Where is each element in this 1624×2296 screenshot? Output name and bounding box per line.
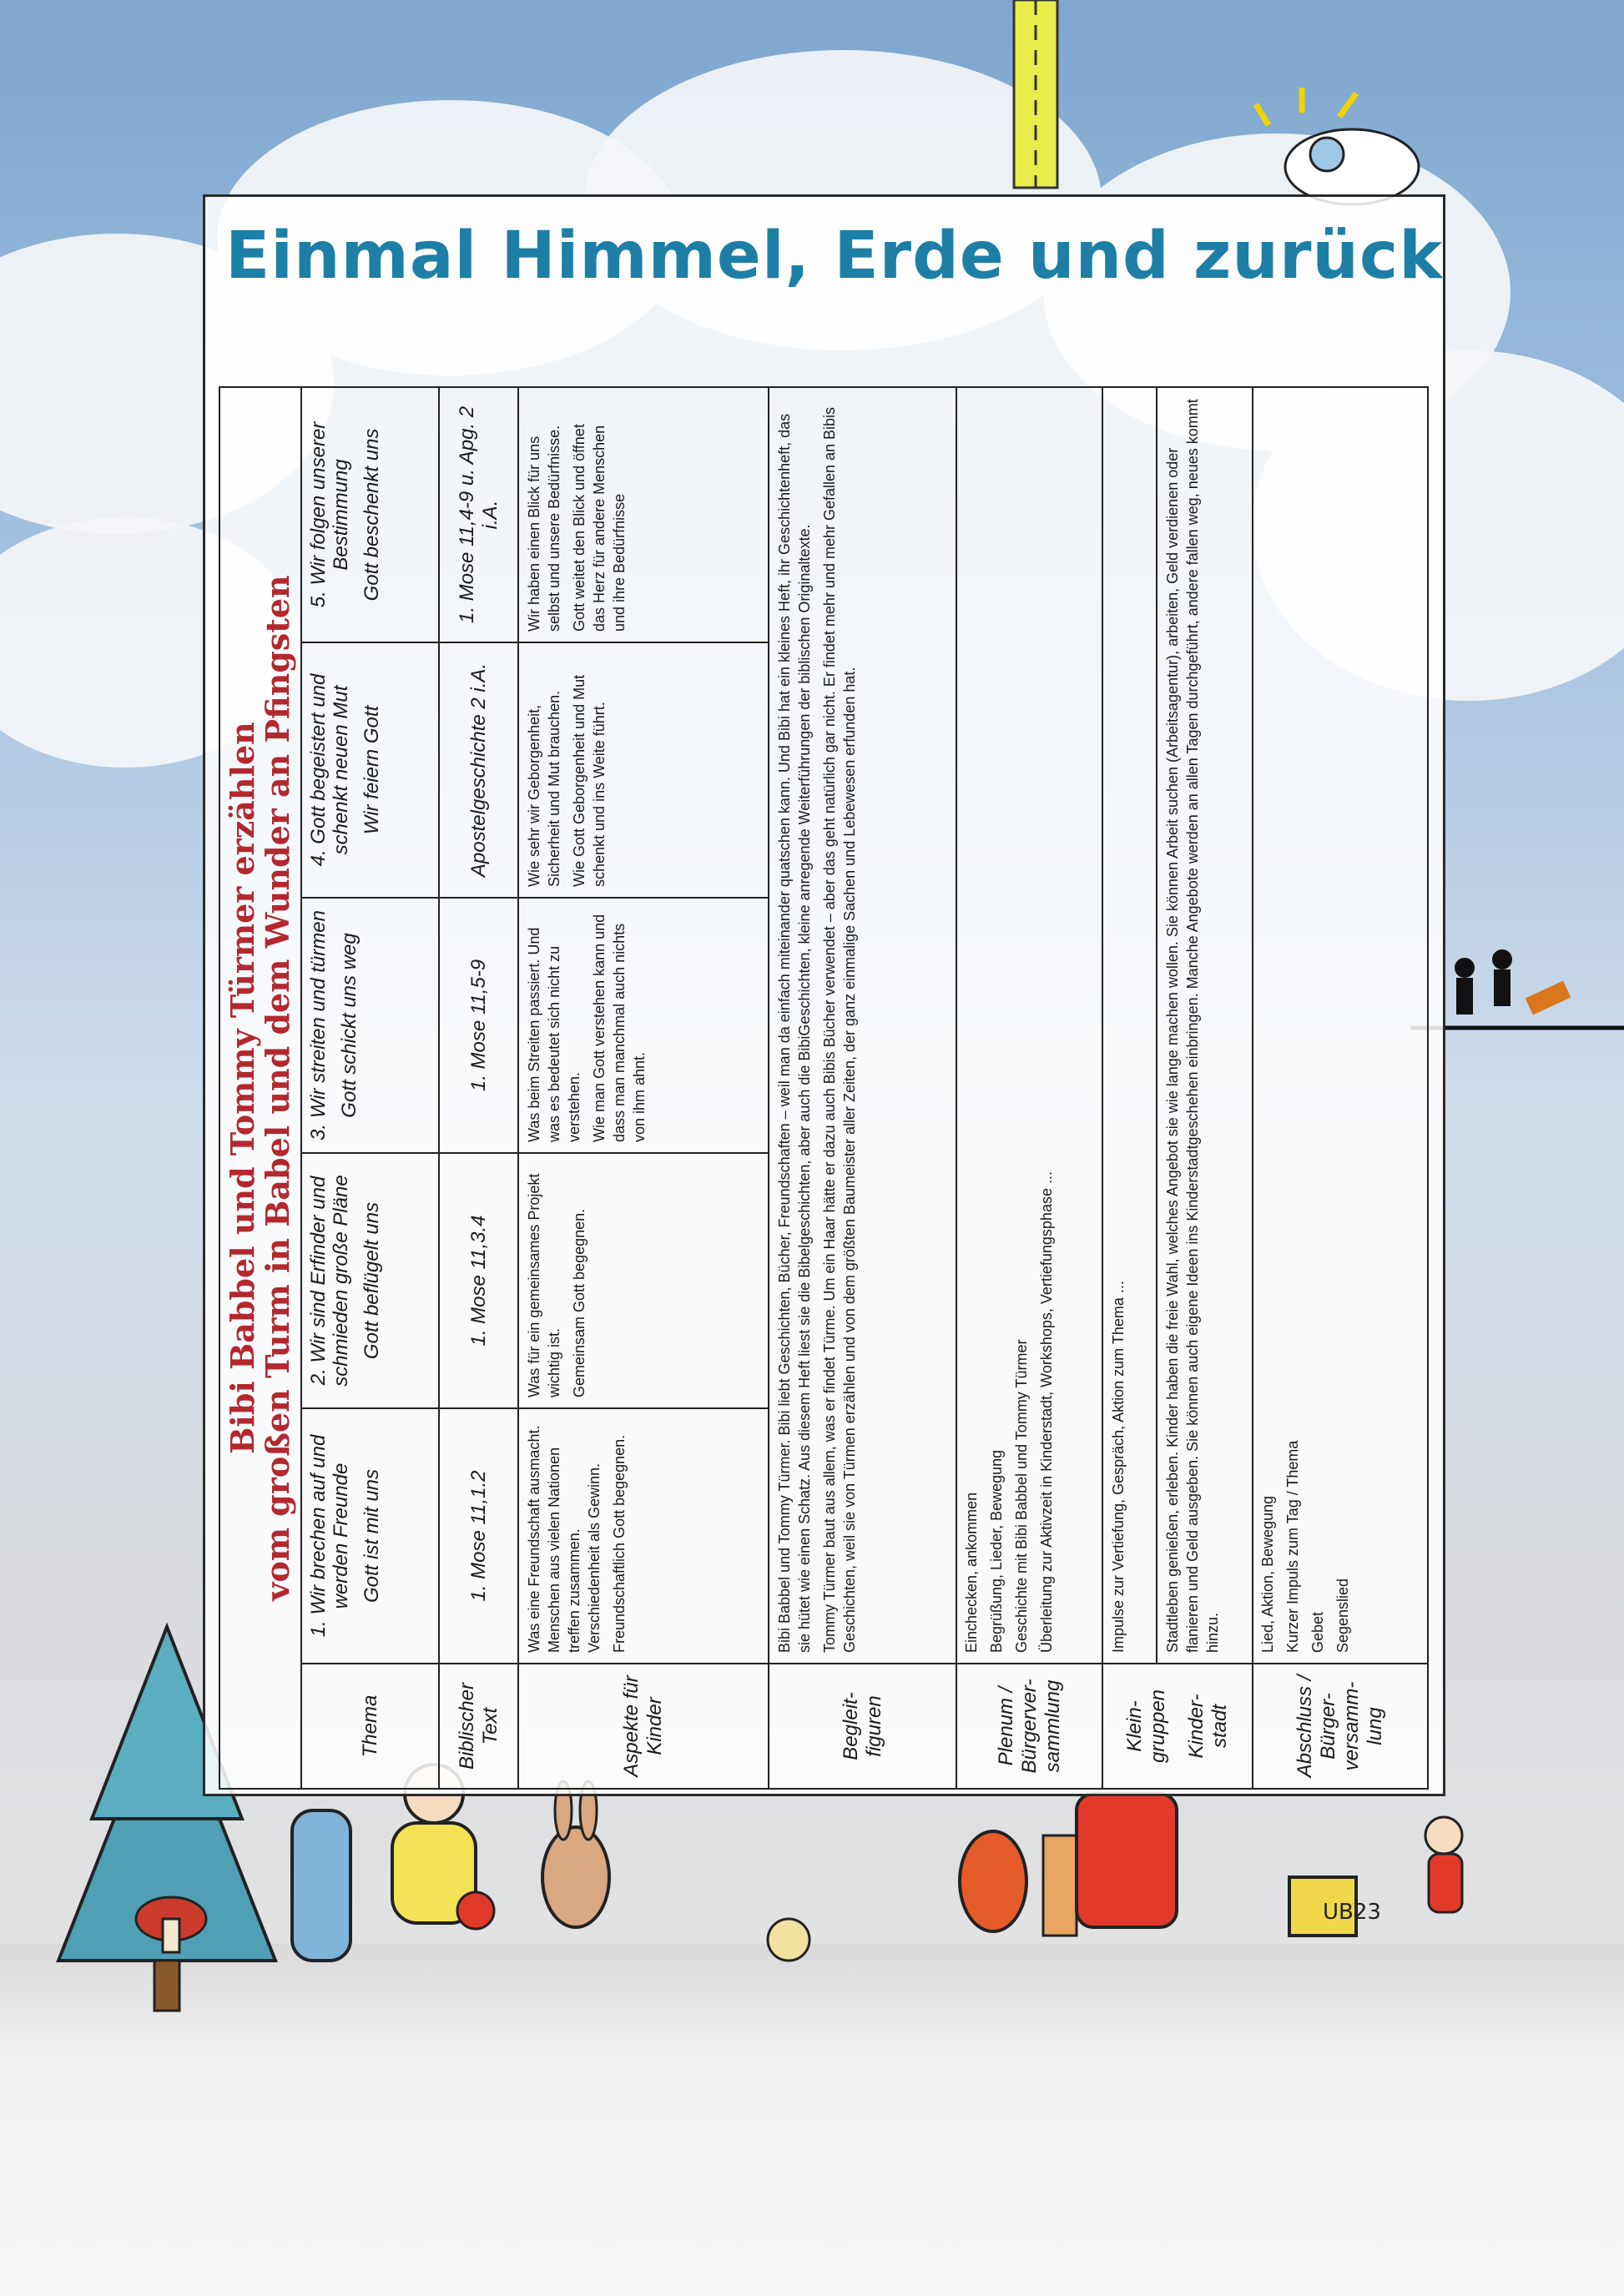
companion-text: Tommy Türmer baut aus allem, was er findet Türme. Um ein Haar hätte er dazu auch Bibis Bücher verwendet – aber das geht natürlich gar nicht. Er findet mehr und mehr Gefallen an Bibis Geschichten, weil sie von Türmen erzählen und von dem größten Baumeister aller Zeiten, der ganz einmalige Sachen und Lebewesen erfunden hat. <box>821 406 858 1653</box>
aspect-text: Wie sehr wir Geborgenheit, Sicherheit und Mut brauchen. <box>526 690 562 887</box>
theme-day-3 <box>301 898 439 1153</box>
aspect-text: Wie Gott Geborgenheit und Mut schenkt und ins Weite führt. <box>571 674 608 887</box>
snail <box>768 1919 809 1961</box>
row-label-plenum: Plenum / Bürgerver-sammlung <box>956 1664 1102 1789</box>
row-label-begleit: Begleit-figuren <box>769 1664 956 1789</box>
theme-subtitle: Gott beflügelt uns <box>361 1201 383 1360</box>
flower <box>457 1892 494 1929</box>
aspect-text: Was eine Freundschaft ausmacht. Menschen aus vielen Nationen treffen zusammen. Verschiedenheit als Gewinn. <box>526 1425 603 1653</box>
theme-title: 5. Wir folgen unserer Bestimmung <box>307 421 352 608</box>
program-table <box>219 386 1429 1790</box>
program-table-rotated <box>219 388 1429 1790</box>
row-label-bibel: Biblischer Text <box>439 1664 518 1789</box>
list-item: Segenslied <box>1334 1578 1351 1653</box>
kleingruppen-text: Impulse zur Vertiefung, Gespräch, Aktion zum Thema ... <box>1102 387 1157 1664</box>
theme-title: 1. Wir brechen auf und werden Freunde <box>307 1434 352 1638</box>
abschluss-list <box>1253 387 1428 1664</box>
bible-text-day-5: 1. Mose 11,4-9 u. Apg. 2 i.A. <box>439 387 518 642</box>
subtitle-line-2: vom großen Turm in Babel und dem Wunder an Pfingsten <box>259 575 296 1601</box>
aspect-text: Wir haben einen Blick für uns selbst und unsere Bedürfnisse. <box>526 425 562 632</box>
list-item: Einchecken, ankommen <box>963 1492 980 1653</box>
aspects-day-3 <box>518 898 769 1153</box>
list-item: Überleitung zur Aktivzeit in Kinderstadt, Workshops, Vertiefungsphase ... <box>1038 1171 1055 1653</box>
row-labels-klein-kinderstadt <box>1102 1664 1253 1789</box>
aspects-day-4 <box>518 642 769 898</box>
theme-title: 2. Wir sind Erfinder und schmieden große Pläne <box>307 1175 352 1387</box>
row-label-aspekte: Aspekte für Kinder <box>518 1664 769 1789</box>
bible-text-day-4: Apostelgeschichte 2 i.A. <box>439 642 518 898</box>
row-label-abschluss: Abschluss / Bürger-versamm-lung <box>1253 1664 1428 1789</box>
aspect-text: Was beim Streiten passiert. Und was es bedeutet sich nicht zu verstehen. <box>526 927 583 1142</box>
list-item: Kurzer Impuls zum Tag / Thema <box>1284 1440 1301 1653</box>
companion-text: Bibi Babbel und Tommy Türmer. Bibi liebt Geschichten, Bücher, Freundschaften – weil man da einfach miteinander quatschen kann. Und Bibi hat ein kleines Heft, ihr Geschichtenheft, das sie hütet wie einen Schatz. Aus diesem Heft liest sie die Bibelgeschichten, aber auch die BibiGeschichten, kleine anregende Weiterführungen der biblischen Originaltexte. <box>776 413 813 1653</box>
list-item: Gebet <box>1309 1611 1326 1653</box>
list-item: Geschichte mit Bibi Babbel und Tommy Türmer <box>1013 1339 1030 1653</box>
row-label-klein: Klein-gruppen <box>1123 1689 1169 1764</box>
subtitle-line-1: Bibi Babbel und Tommy Türmer erzählen <box>224 722 261 1454</box>
theme-subtitle: Gott beschenkt uns <box>361 428 383 602</box>
aspect-text: Gemeinsam Gott begegnen. <box>571 1208 588 1397</box>
page-title: Einmal Himmel, Erde und zurück <box>225 219 1444 294</box>
bible-text-day-1: 1. Mose 11,1.2 <box>439 1408 518 1664</box>
aspects-day-2 <box>518 1153 769 1408</box>
child-figure <box>960 1831 1026 1931</box>
aspects-day-1 <box>518 1408 769 1664</box>
theme-day-1 <box>301 1408 439 1664</box>
program-table-wrapper <box>219 388 1429 1790</box>
row-label-kinderstadt: Kinder-stadt <box>1185 1694 1231 1759</box>
rabbit <box>542 1827 609 1927</box>
theme-subtitle: Gott ist mit uns <box>361 1468 383 1604</box>
kinderstadt-text: Stadtleben genießen, erleben. Kinder haben die freie Wahl, welches Angebot sie wie lange machen wollen. Sie können Arbeit suchen (Arbeitsagentur), arbeiten, Geld verdienen oder flanieren und Geld ausgeben. Sie können auch eigene Ideen ins Kinderstadtgeschehen einbringen. Manche Angebote werden an allen Tagen durchgeführt, andere fallen weg, neues kommt hinzu. <box>1157 387 1253 1664</box>
child-figure <box>1077 1794 1177 1927</box>
plenum-list <box>956 387 1102 1664</box>
bird <box>1285 129 1419 204</box>
theme-subtitle: Wir feiern Gott <box>361 705 383 835</box>
aspects-day-5 <box>518 387 769 642</box>
aspect-text: Was für ein gemeinsames Projekt wichtig ist. <box>526 1173 562 1397</box>
child-figure <box>292 1810 351 1961</box>
row-label-thema: Thema <box>301 1664 439 1789</box>
theme-day-4 <box>301 642 439 898</box>
list-item: Begrüßung, Lieder, Bewegung <box>988 1449 1005 1653</box>
bible-text-day-3: 1. Mose 11,5-9 <box>439 898 518 1153</box>
aspect-text: Gott weitet den Blick und öffnet das Herz für andere Menschen und ihre Bedürfnisse <box>571 424 628 632</box>
theme-title: 4. Gott begeistert und schenkt neuen Mut <box>307 673 352 867</box>
theme-day-5 <box>301 387 439 642</box>
tower-blocks <box>1043 1835 1077 1936</box>
theme-subtitle: Gott schickt uns weg <box>338 933 361 1118</box>
signature: UB23 <box>1323 1900 1381 1925</box>
child-figure <box>1429 1854 1462 1912</box>
subtitle <box>219 387 301 1789</box>
companion-figures <box>769 387 956 1664</box>
theme-title: 3. Wir streiten und türmen <box>307 910 330 1140</box>
bible-text-day-2: 1. Mose 11,3.4 <box>439 1153 518 1408</box>
aspect-text: Wie man Gott verstehen kann und dass man manchmal auch nichts von ihm ahnt. <box>591 914 648 1142</box>
list-item: Lied, Aktion, Bewegung <box>1259 1495 1276 1653</box>
theme-day-2 <box>301 1153 439 1408</box>
aspect-text: Freundschaftlich Gott begegnen. <box>611 1434 628 1653</box>
